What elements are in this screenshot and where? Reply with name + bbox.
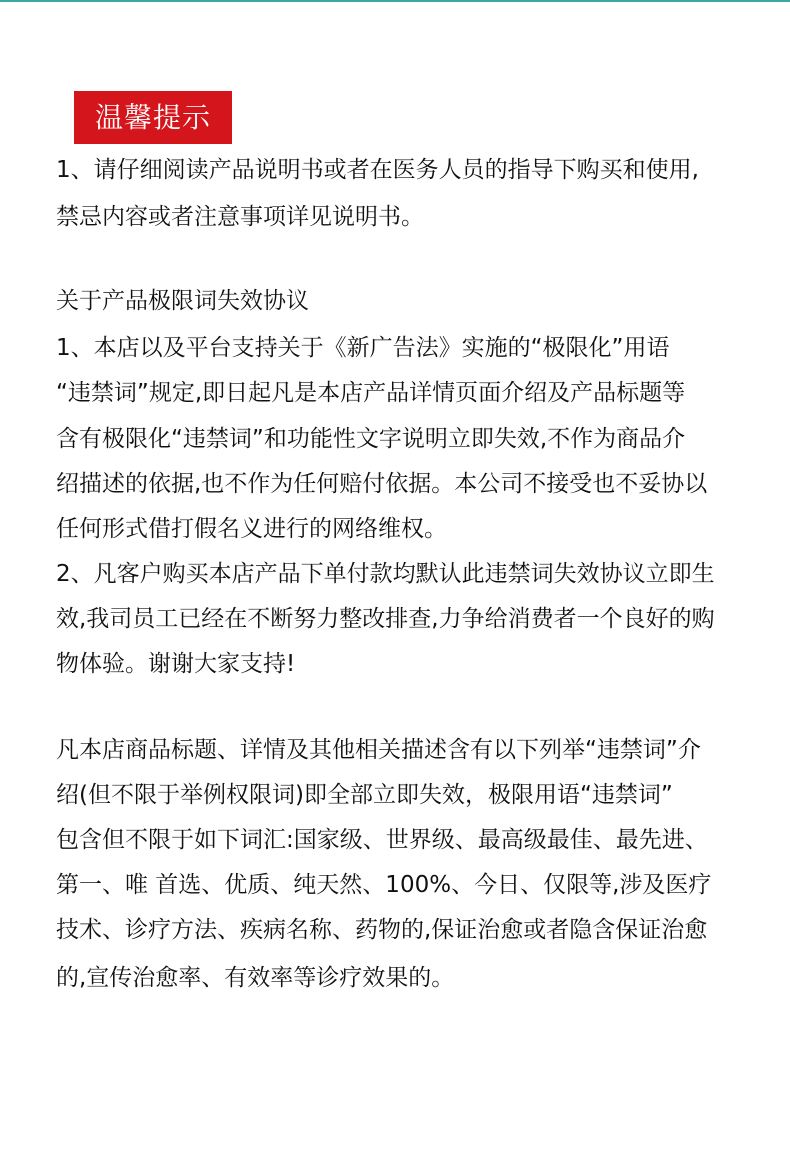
- agreement-title: 关于产品极限词失效协议: [56, 288, 309, 314]
- agreement-line: 2、凡客户购买本店产品下单付款均默认此违禁词失效协议立即生: [56, 561, 715, 587]
- agreement-line: 效,我司员工已经在不断努力整改排查,力争给消费者一个良好的购: [56, 606, 715, 632]
- notice-badge: 温馨提示: [74, 91, 232, 144]
- banned-words-line: 绍(但不限于举例权限词)即全部立即失效，极限用语“违禁词”: [56, 782, 673, 808]
- banned-words-line: 包含但不限于如下词汇:国家级、世界级、最高级最佳、最先进、: [56, 827, 708, 853]
- agreement-line: 任何形式借打假名义进行的网络维权。: [56, 516, 447, 542]
- notice-line: 1、请仔细阅读产品说明书或者在医务人员的指导下购买和使用,: [56, 157, 699, 183]
- top-divider: [0, 0, 790, 2]
- banned-words-line: 技术、诊疗方法、疾病名称、药物的,保证治愈或者隐含保证治愈: [56, 917, 708, 943]
- banned-words-line: 第一、唯 首选、优质、纯天然、100%、今日、仅限等,涉及医疗: [56, 872, 712, 898]
- banned-words-line: 的,宣传治愈率、有效率等诊疗效果的。: [56, 965, 455, 991]
- agreement-line: 1、本店以及平台支持关于《新广告法》实施的“极限化”用语: [56, 335, 670, 361]
- banned-words-line: 凡本店商品标题、详情及其他相关描述含有以下列举“违禁词”介: [56, 737, 701, 763]
- agreement-line: 含有极限化“违禁词”和功能性文字说明立即失效,不作为商品介: [56, 426, 686, 452]
- agreement-line: 绍描述的依据,也不作为任何赔付依据。本公司不接受也不妥协以: [56, 471, 708, 497]
- notice-line: 禁忌内容或者注意事项详见说明书。: [56, 204, 424, 230]
- agreement-line: 物体验。谢谢大家支持!: [56, 651, 296, 677]
- agreement-line: “违禁词”规定,即日起凡是本店产品详情页面介绍及产品标题等: [56, 380, 686, 406]
